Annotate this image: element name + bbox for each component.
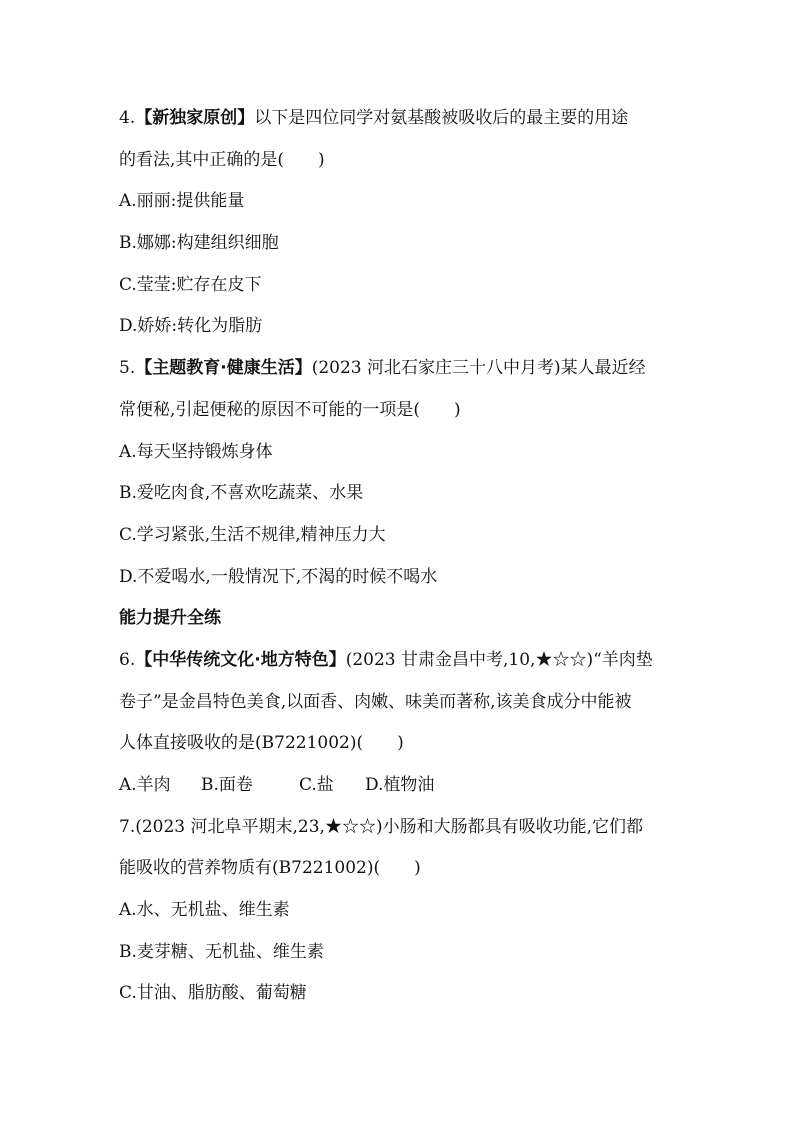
q7-option-a: A.水、无机盐、维生素 [119,900,290,921]
q5-stem-line2: 常便秘,引起便秘的原因不可能的一项是( ) [119,399,461,420]
q6-option-b: B.面卷 [201,775,253,795]
q4-option-d: D.娇娇:转化为脂肪 [119,316,263,337]
q4-tag: 【新独家原创】 [135,108,255,128]
q4-option-b: B.娜娜:构建组织细胞 [119,233,279,254]
q6-option-a: A.羊肉 [119,775,171,795]
q4-option-a: A.丽丽:提供能量 [119,191,245,212]
q6-options [119,768,689,810]
q5-option-a: A.每天坚持锻炼身体 [119,441,273,462]
q5-tag: 【主题教育·健康生活】 [135,358,312,379]
q5-option-c: C.学习紧张,生活不规律,精神压力大 [119,524,386,545]
q4-stem-line1 [119,101,689,143]
q5-stem-line1 [119,351,689,393]
section-title: 能力提升全练 [119,608,221,629]
q6-option-c: C.盐 [299,775,334,795]
q7-option-c: C.甘油、脂肪酸、葡萄糖 [119,983,307,1004]
q6-tag: 【中华传统文化·地方特色】 [135,649,346,670]
q4-stem-text: 以下是四位同学对氨基酸被吸收后的最主要的用途 [254,108,629,128]
q6-stem-text: (2023 甘肃金昌中考,10,★☆☆)“羊肉垫 [345,649,653,670]
q5-number: 5. [119,358,136,379]
q5-option-d: D.不爱喝水,一般情况下,不渴的时候不喝水 [119,566,438,587]
q6-stem-line1 [119,643,689,685]
q4-number: 4. [119,108,136,128]
q4-stem-line2: 的看法,其中正确的是( ) [119,149,325,170]
q7-option-b: B.麦芽糖、无机盐、维生素 [119,941,324,962]
q6-stem-line3: 人体直接吸收的是(B7221002)( ) [119,733,404,754]
q7-stem-line2: 能吸收的营养物质有(B7221002)( ) [119,858,421,879]
q4-option-c: C.莹莹:贮存在皮下 [119,274,262,295]
q6-option-d: D.植物油 [365,775,435,795]
question-list [119,101,689,1018]
q6-number: 6. [119,649,136,670]
q5-option-b: B.爱吃肉食,不喜欢吃蔬菜、水果 [119,483,364,504]
q7-stem-line1: 7.(2023 河北阜平期末,23,★☆☆)小肠和大肠都具有吸收功能,它们都 [119,816,643,837]
q6-stem-line2: 卷子”是金昌特色美食,以面香、肉嫩、味美而著称,该美食成分中能被 [119,691,632,712]
q5-stem-text: (2023 河北石家庄三十八中月考)某人最近经 [311,358,646,379]
